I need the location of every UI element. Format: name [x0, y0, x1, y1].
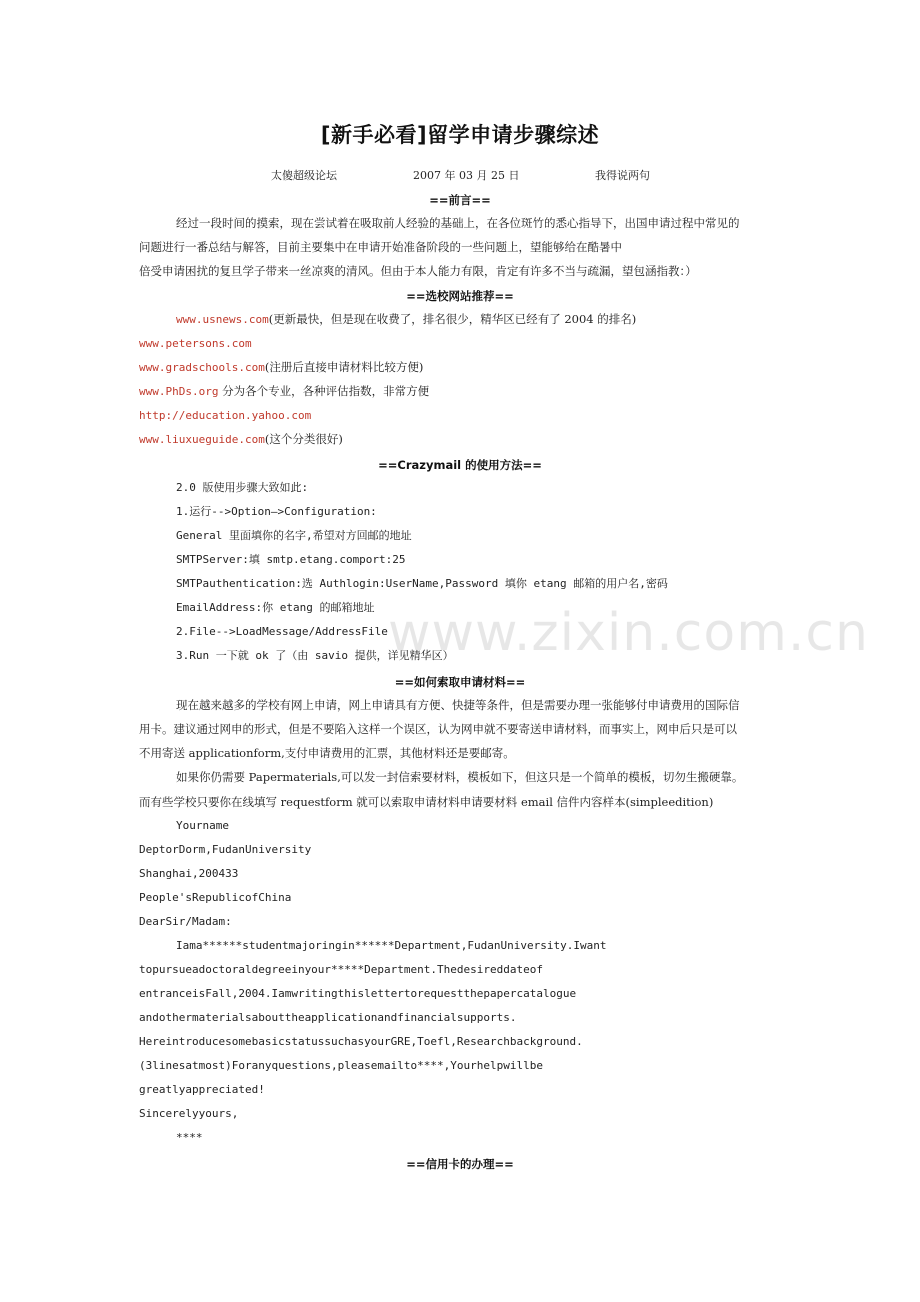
- letter-line: andothermaterialsabouttheapplicationandfinancialsupports.: [139, 1011, 517, 1024]
- letter-line: Yourname: [176, 819, 229, 832]
- letter-line: Sincerelyyours,: [139, 1107, 239, 1120]
- site-item: [139, 432, 343, 447]
- instruction-line: EmailAddress:你 etang 的邮箱地址: [176, 601, 375, 614]
- instruction-line: 1.运行-->Option—>Configuration:: [176, 505, 377, 518]
- letter-line: ****: [176, 1131, 203, 1144]
- letter-line: HereintroducesomebasicstatussuchasyourGRE,Toefl,Researchbackground.: [139, 1035, 583, 1048]
- site-link[interactable]: www.PhDs.org: [139, 385, 219, 398]
- paragraph-line: 如果你仍需要 Papermaterials,可以发一封信索要材料，模板如下，但这只是一个简单的模板，切勿生搬硬靠。: [176, 770, 744, 784]
- instruction-line: General 里面填你的名字,希望对方回邮的地址: [176, 529, 412, 542]
- site-note: (更新最快，但是现在收费了，排名很少，精华区已经有了 2004 的排名): [268, 312, 637, 326]
- site-item: [176, 312, 636, 327]
- site-note: 分为各个专业，各种评估指数，非常方便: [218, 384, 430, 398]
- paragraph-line: 而有些学校只要你在线填写 requestform 就可以索取申请材料申请要材料 email 信件内容样本(simpleedition): [139, 795, 714, 809]
- instruction-line: 3.Run 一下就 ok 了（由 savio 提供，详见精华区）: [176, 649, 454, 662]
- site-link[interactable]: www.gradschools.com: [139, 361, 265, 374]
- paragraph-line: 不用寄送 applicationform,支付申请费用的汇票，其他材料还是要邮寄。: [139, 746, 515, 760]
- paragraph-line: 经过一段时间的摸索，现在尝试着在吸取前人经验的基础上，在各位斑竹的悉心指导下，出国申请过程中常见的: [176, 216, 740, 230]
- heading-crazymail: ==Crazymail 的使用方法==: [378, 458, 542, 472]
- heading-sites: ==选校网站推荐==: [406, 289, 514, 303]
- site-link[interactable]: www.petersons.com: [139, 337, 252, 350]
- page-title: [新手必看]留学申请步骤综述: [320, 123, 600, 147]
- site-item: [139, 336, 252, 351]
- watermark: www.zixin.com.cn: [388, 603, 869, 663]
- letter-line: Shanghai,200433: [139, 867, 239, 880]
- site-link[interactable]: www.usnews.com: [176, 313, 269, 326]
- source-label: 太傻超级论坛: [271, 169, 337, 182]
- paragraph-line: 问题进行一番总结与解答，目前主要集中在申请开始准备阶段的一些问题上，望能够给在酷暑中: [139, 240, 622, 254]
- letter-line: topursueadoctoraldegreeinyour*****Department.Thedesireddateof: [139, 963, 543, 976]
- site-item: [139, 384, 429, 399]
- letter-line: Iama******studentmajoringin******Department,FudanUniversity.Iwant: [176, 939, 607, 952]
- heading-request: ==如何索取申请材料==: [394, 675, 526, 689]
- letter-line: DearSir/Madam:: [139, 915, 232, 928]
- heading-intro: ==前言==: [429, 193, 491, 207]
- letter-line: (3linesatmost)Foranyquestions,pleasemailto****,Yourhelpwillbe: [139, 1059, 543, 1072]
- site-item: [139, 360, 423, 375]
- instruction-line: 2.0 版使用步骤大致如此:: [176, 481, 309, 494]
- letter-line: DeptorDorm,FudanUniversity: [139, 843, 312, 856]
- date-label: 2007 年 03 月 25 日: [413, 169, 520, 182]
- comment-link[interactable]: 我得说两句: [595, 169, 650, 182]
- paragraph-line: 用卡。建议通过网申的形式，但是不要陷入这样一个误区，认为网申就不要寄送申请材料，而事实上，网申后只是可以: [139, 722, 737, 736]
- site-item: [139, 408, 311, 423]
- paragraph-line: 现在越来越多的学校有网上申请，网上申请具有方便、快捷等条件，但是需要办理一张能够付申请费用的国际信: [176, 698, 740, 712]
- site-link[interactable]: http://education.yahoo.com: [139, 409, 312, 422]
- paragraph-line: 倍受申请困扰的复旦学子带来一丝凉爽的清风。但由于本人能力有限，肯定有许多不当与疏漏，望包涵指教：）: [139, 264, 697, 278]
- instruction-line: SMTPauthentication:选 Authlogin:UserName,Password 填你 etang 邮箱的用户名,密码: [176, 577, 668, 590]
- instruction-line: SMTPServer:填 smtp.etang.comport:25: [176, 553, 406, 566]
- site-note: (注册后直接申请材料比较方便): [264, 360, 424, 374]
- heading-credit-card: ==信用卡的办理==: [406, 1157, 514, 1171]
- letter-line: greatlyappreciated!: [139, 1083, 265, 1096]
- instruction-line: 2.File-->LoadMessage/AddressFile: [176, 625, 388, 638]
- site-note: (这个分类很好): [264, 432, 343, 446]
- letter-line: entranceisFall,2004.Iamwritingthislettertorequestthepapercatalogue: [139, 987, 577, 1000]
- site-link[interactable]: www.liuxueguide.com: [139, 433, 265, 446]
- letter-line: People'sRepublicofChina: [139, 891, 292, 904]
